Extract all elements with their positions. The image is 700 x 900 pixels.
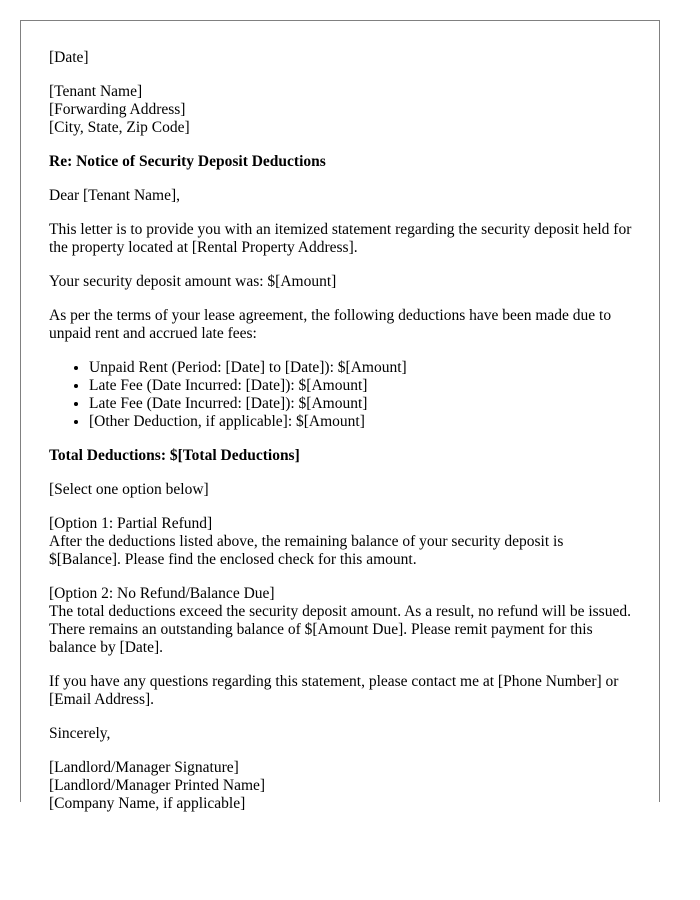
deduction-item: • [Other Deduction, if applicable]: $[Amount] [89, 413, 639, 431]
intro-paragraph: This letter is to provide you with an itemized statement regarding the security deposit held for the property located at [Rental Property Address]. [49, 221, 632, 256]
questions-paragraph: If you have any questions regarding this statement, please contact me at [Phone Number] or [Email Address]. [49, 673, 619, 708]
deduction-item: • Late Fee (Date Incurred: [Date]): $[Amount] [89, 395, 639, 413]
option-2-heading: [Option 2: No Refund/Balance Due] [49, 585, 275, 602]
letter-content [49, 49, 639, 829]
recipient-name: [Tenant Name] [49, 83, 143, 100]
option-2-body: The total deductions exceed the security deposit amount. As a result, no refund will be issued. There remains an outstanding balance of $[Amount Due]. Please remit payment for this balance by [Date]. [49, 603, 631, 656]
deductions-list [49, 359, 639, 431]
letter-subject: Re: Notice of Security Deposit Deductions [49, 153, 326, 170]
select-option-note: [Select one option below] [49, 481, 209, 498]
letter-date: [Date] [49, 49, 89, 66]
deductions-intro: As per the terms of your lease agreement, the following deductions have been made due to unpaid rent and accrued late fees: [49, 307, 612, 342]
signature-line: [Landlord/Manager Signature] [49, 759, 239, 776]
option-1-heading: [Option 1: Partial Refund] [49, 515, 213, 532]
option-2-block [49, 585, 639, 657]
deduction-item: • Unpaid Rent (Period: [Date] to [Date]): $[Amount] [89, 359, 639, 377]
recipient-address: [Forwarding Address] [49, 101, 186, 118]
option-1-block [49, 515, 639, 569]
total-deductions: Total Deductions: $[Total Deductions] [49, 447, 300, 464]
company-name-line: [Company Name, if applicable] [49, 795, 246, 812]
salutation: Dear [Tenant Name], [49, 187, 181, 204]
signature-block [49, 759, 639, 813]
closing: Sincerely, [49, 725, 111, 742]
recipient-city: [City, State, Zip Code] [49, 119, 190, 136]
letter-page [20, 20, 660, 812]
printed-name-line: [Landlord/Manager Printed Name] [49, 777, 266, 794]
deduction-item: • Late Fee (Date Incurred: [Date]): $[Amount] [89, 377, 639, 395]
option-1-body: After the deductions listed above, the remaining balance of your security deposit is $[Balance]. Please find the enclosed check for this amount. [49, 533, 564, 568]
recipient-block [49, 83, 639, 137]
deposit-amount: Your security deposit amount was: $[Amount] [49, 273, 337, 290]
